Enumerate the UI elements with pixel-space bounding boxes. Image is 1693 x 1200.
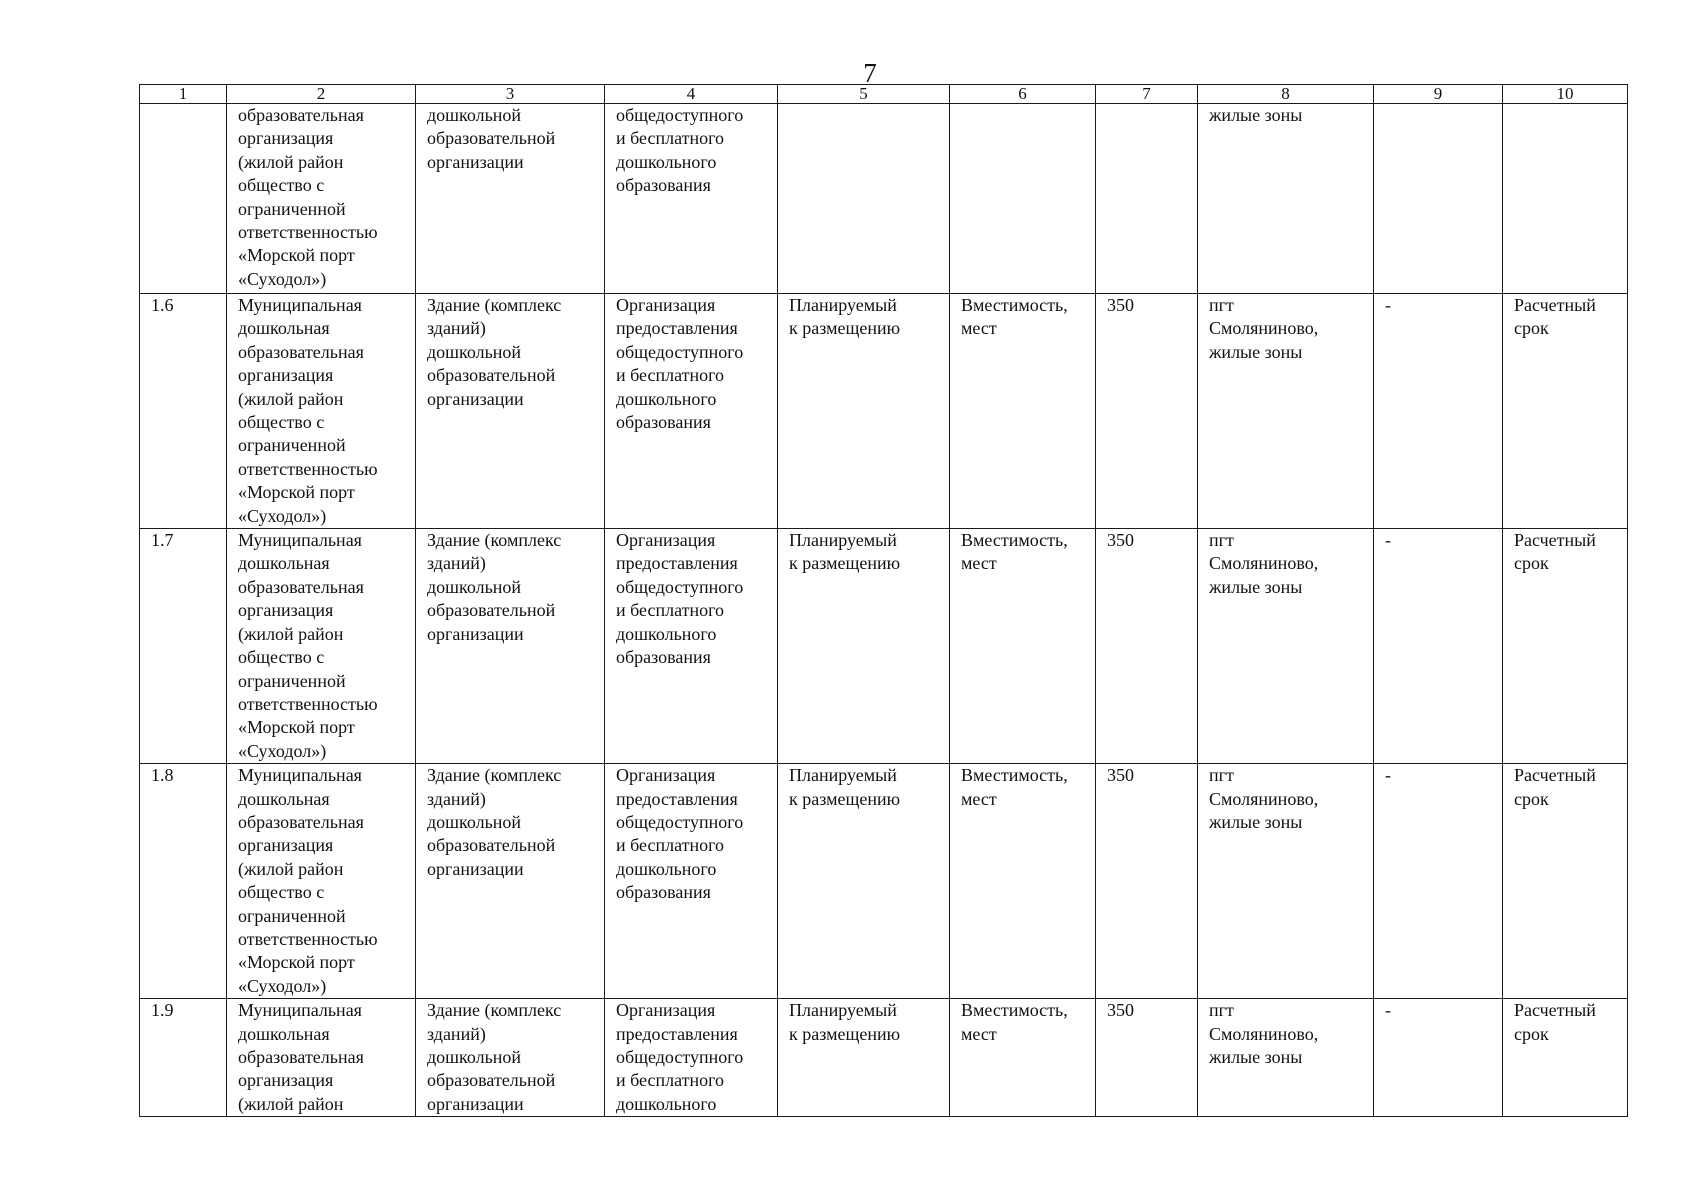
cell-zone	[1374, 104, 1503, 294]
cell-term: Расчетный срок	[1503, 529, 1628, 764]
cell-status: Планируемый к размещению	[778, 764, 950, 999]
table-row	[140, 104, 1628, 294]
cell-characteristic: Вместимость, мест	[950, 999, 1096, 1117]
cell-object-name: Муниципальная дошкольная образовательная организация (жилой район общество с ограниченной ответственностью «Морской порт «Суходол»)	[227, 294, 416, 529]
cell-number: 1.8	[140, 764, 227, 999]
cell-characteristic: Вместимость, мест	[950, 529, 1096, 764]
cell-object-type: дошкольной образовательной организации	[416, 104, 605, 294]
column-header: 10	[1503, 85, 1628, 104]
cell-status: Планируемый к размещению	[778, 999, 950, 1117]
cell-purpose: Организация предоставления общедоступного и бесплатного дошкольного образования	[605, 529, 778, 764]
cell-zone: -	[1374, 529, 1503, 764]
cell-location: пгт Смоляниново, жилые зоны	[1198, 764, 1374, 999]
column-header: 1	[140, 85, 227, 104]
cell-purpose: общедоступного и бесплатного дошкольного образования	[605, 104, 778, 294]
cell-object-type: Здание (комплекс зданий) дошкольной образовательной организации	[416, 294, 605, 529]
cell-term	[1503, 104, 1628, 294]
cell-object-type: Здание (комплекс зданий) дошкольной образовательной организации	[416, 529, 605, 764]
cell-characteristic: Вместимость, мест	[950, 764, 1096, 999]
cell-term: Расчетный срок	[1503, 764, 1628, 999]
column-header: 7	[1096, 85, 1198, 104]
cell-location: пгт Смоляниново, жилые зоны	[1198, 999, 1374, 1117]
cell-location: пгт Смоляниново, жилые зоны	[1198, 529, 1374, 764]
column-header: 3	[416, 85, 605, 104]
cell-object-name: образовательная организация (жилой район общество с ограниченной ответственностью «Морской порт «Суходол»)	[227, 104, 416, 294]
cell-object-name: Муниципальная дошкольная образовательная организация (жилой район общество с ограниченной ответственностью «Морской порт «Суходол»)	[227, 529, 416, 764]
cell-characteristic	[950, 104, 1096, 294]
cell-object-name: Муниципальная дошкольная образовательная организация (жилой район	[227, 999, 416, 1117]
cell-purpose: Организация предоставления общедоступного и бесплатного дошкольного образования	[605, 764, 778, 999]
table-header-row	[140, 85, 1628, 104]
column-header: 8	[1198, 85, 1374, 104]
cell-number: 1.9	[140, 999, 227, 1117]
cell-number: 1.6	[140, 294, 227, 529]
table-row	[140, 764, 1628, 999]
cell-value: 350	[1096, 294, 1198, 529]
cell-value: 350	[1096, 999, 1198, 1117]
cell-status: Планируемый к размещению	[778, 294, 950, 529]
cell-value: 350	[1096, 764, 1198, 999]
cell-term: Расчетный срок	[1503, 999, 1628, 1117]
cell-zone: -	[1374, 999, 1503, 1117]
cell-value: 350	[1096, 529, 1198, 764]
table-row	[140, 294, 1628, 529]
column-header: 9	[1374, 85, 1503, 104]
cell-term: Расчетный срок	[1503, 294, 1628, 529]
column-header: 5	[778, 85, 950, 104]
cell-location: жилые зоны	[1198, 104, 1374, 294]
cell-object-type: Здание (комплекс зданий) дошкольной образовательной организации	[416, 999, 605, 1117]
cell-number	[140, 104, 227, 294]
cell-characteristic: Вместимость, мест	[950, 294, 1096, 529]
column-header: 2	[227, 85, 416, 104]
cell-zone: -	[1374, 764, 1503, 999]
page-number: 7	[863, 58, 877, 88]
cell-value	[1096, 104, 1198, 294]
column-header: 4	[605, 85, 778, 104]
cell-number: 1.7	[140, 529, 227, 764]
table-row	[140, 999, 1628, 1117]
cell-zone: -	[1374, 294, 1503, 529]
cell-status: Планируемый к размещению	[778, 529, 950, 764]
cell-purpose: Организация предоставления общедоступного и бесплатного дошкольного	[605, 999, 778, 1117]
cell-object-name: Муниципальная дошкольная образовательная организация (жилой район общество с ограниченной ответственностью «Морской порт «Суходол»)	[227, 764, 416, 999]
cell-status	[778, 104, 950, 294]
cell-purpose: Организация предоставления общедоступного и бесплатного дошкольного образования	[605, 294, 778, 529]
cell-object-type: Здание (комплекс зданий) дошкольной образовательной организации	[416, 764, 605, 999]
cell-location: пгт Смоляниново, жилые зоны	[1198, 294, 1374, 529]
document-table	[139, 84, 1628, 1117]
table-row	[140, 529, 1628, 764]
column-header: 6	[950, 85, 1096, 104]
